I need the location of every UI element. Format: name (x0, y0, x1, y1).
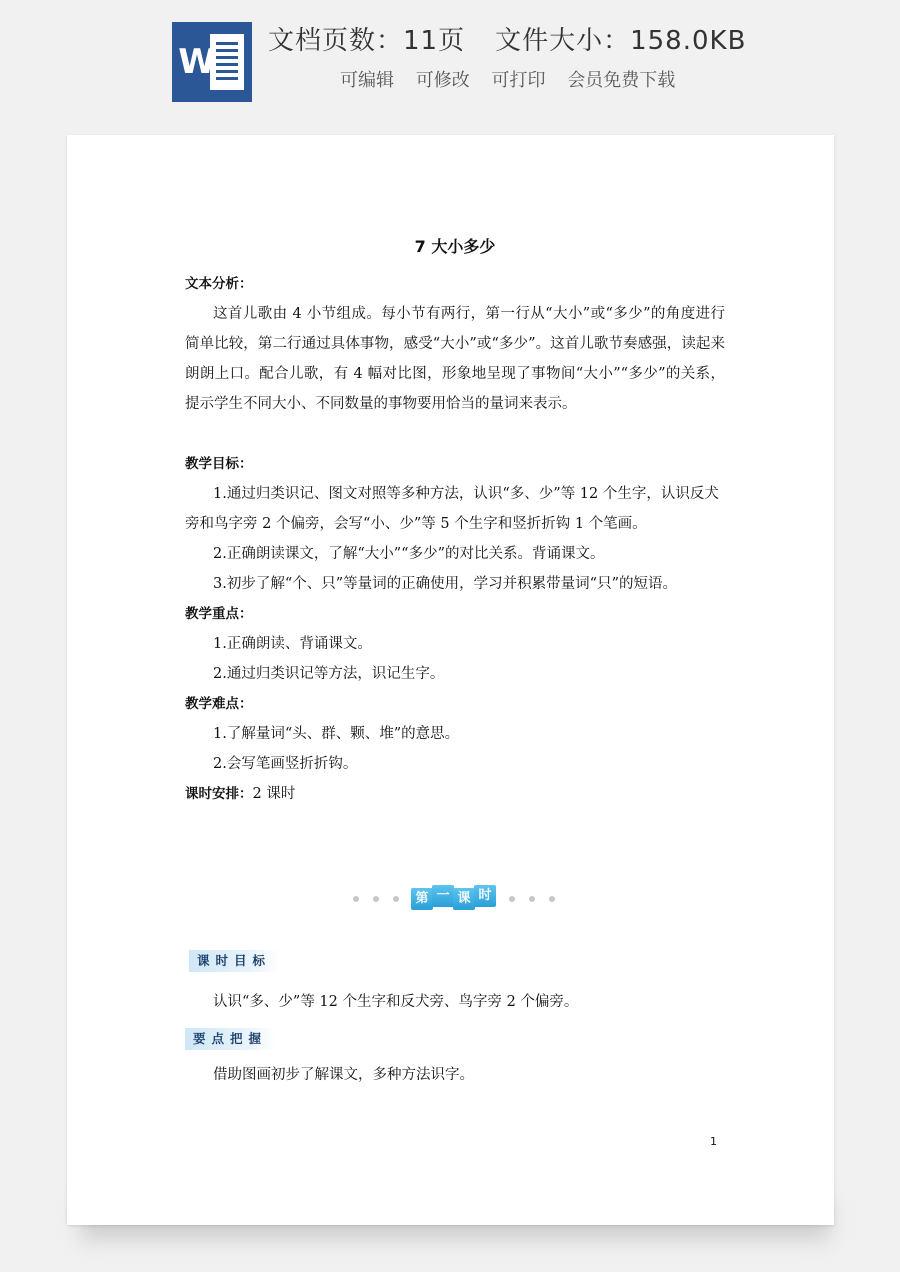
goal-item: 2.正确朗读课文，了解“大小”“多少”的对比关系。背诵课文。 (213, 546, 605, 562)
feature-printable: 可打印 (491, 70, 546, 91)
lesson-badge-char: 课 (453, 888, 475, 910)
difficult-point-item: 2.会写笔画竖折折钩。 (213, 756, 358, 772)
feature-list (340, 66, 740, 92)
file-size-text: 文件大小：158.0KB (495, 26, 747, 56)
feature-modifiable: 可修改 (415, 70, 470, 91)
difficult-points-section (185, 689, 725, 779)
lesson-badge-char: 时 (474, 885, 496, 907)
schedule-value: 2 课时 (252, 786, 296, 802)
goal-item: 1.通过归类识记、图文对照等多种方法，认识“多、少”等 12 个生字，认识反犬旁和鸟字旁 2 个偏旁，会写“小、少”等 5 个生字和竖折折钩 1 个笔画。 (185, 486, 719, 532)
divider-dot (353, 896, 359, 902)
analysis-paragraph: 这首儿歌由 4 小节组成。每小节有两行，第一行从“大小”或“多少”的角度进行简单比较，第二行通过具体事物，感受“大小”或“多少”。这首儿歌节奏感强，读起来朗朗上口。配合儿歌，有 4 幅对比图，形象地呈现了事物间“大小”“多少”的关系，提示学生不同大小、不同数量的事物要用恰当的量词来表示。 (185, 306, 725, 412)
divider-dot (549, 896, 555, 902)
key-points-section (185, 599, 725, 689)
lesson-badge-char: 第 (411, 888, 433, 910)
analysis-section (185, 269, 725, 419)
lesson-goal-section (185, 987, 725, 1017)
analysis-heading: 文本分析： (185, 276, 253, 292)
key-points-heading: 教学重点： (185, 606, 253, 622)
document-title: 7 大小多少 (414, 237, 496, 256)
feature-editable: 可编辑 (340, 70, 394, 91)
word-document-icon (172, 22, 252, 102)
divider-dot (393, 896, 399, 902)
divider-dot (529, 896, 535, 902)
key-point-item: 2.通过归类识记等方法，识记生字。 (213, 666, 445, 682)
feature-member-download: 会员免费下载 (567, 70, 676, 91)
lesson-goal-text: 认识“多、少”等 12 个生字和反犬旁、鸟字旁 2 个偏旁。 (213, 994, 579, 1010)
document-page (67, 135, 834, 1225)
word-logo-letter: W (178, 42, 216, 82)
page-number: 1 (710, 1135, 717, 1148)
divider-dot (509, 896, 515, 902)
page-count-text: 文档页数：11页 (268, 26, 466, 56)
key-point-item: 1.正确朗读、背诵课文。 (213, 636, 372, 652)
lesson-badge-char: 一 (432, 885, 454, 907)
key-grasp-text: 借助图画初步了解课文，多种方法识字。 (213, 1067, 474, 1083)
difficult-points-heading: 教学难点： (185, 696, 253, 712)
schedule-section (185, 779, 725, 809)
goals-section (185, 449, 725, 599)
document-info-banner (0, 0, 900, 120)
goals-heading: 教学目标： (185, 456, 253, 472)
lesson-divider (353, 885, 559, 915)
lesson-goal-label: 课时目标 (189, 950, 279, 972)
schedule-heading: 课时安排： (185, 786, 253, 802)
file-meta-line (268, 20, 868, 57)
key-grasp-label: 要点把握 (185, 1028, 275, 1050)
goal-item: 3.初步了解“个、只”等量词的正确使用，学习并积累带量词“只”的短语。 (213, 576, 677, 592)
divider-dot (373, 896, 379, 902)
key-grasp-section (185, 1060, 725, 1090)
difficult-point-item: 1.了解量词“头、群、颗、堆”的意思。 (213, 726, 460, 742)
